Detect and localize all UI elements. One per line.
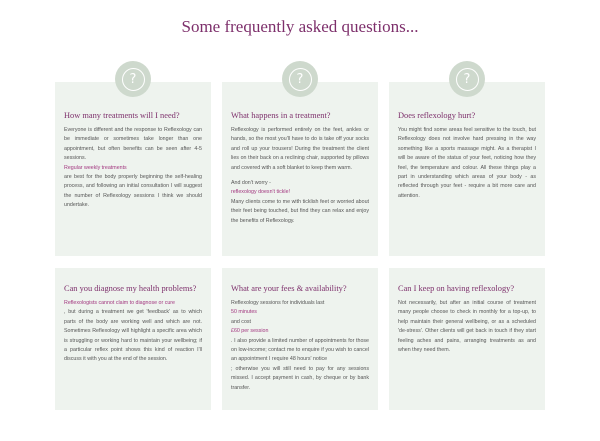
faq-card-diagnosis bbox=[55, 268, 211, 410]
faq-highlight: £60 per session bbox=[231, 328, 269, 335]
question-badge bbox=[449, 61, 485, 97]
faq-title: Can I keep on having reflexology? bbox=[398, 284, 515, 293]
faq-text: Many clients come to me with ticklish feet or worried about their feet being touched, but find they can relax and enjoy the benefits of Reflexology. bbox=[231, 198, 369, 224]
faq-card-ongoing bbox=[389, 268, 545, 410]
faq-text: Reflexology sessions for individuals last bbox=[231, 300, 325, 306]
faq-text: Everyone is different and the response to Reflexology can be immediate or sometimes take longer than one appointment, but often benefits can be seen after 4-5 sessions. bbox=[64, 127, 202, 162]
question-badge bbox=[115, 61, 151, 97]
faq-text: , but during a treatment we get 'feedback' as to which parts of the body are working well and which are not. Sometimes Reflexology will highlight a specific area which is struggling or working hard to maintain your wellbeing; if a particular reflex point shows this kind of reaction I'll discuss it with you at the end of the session. bbox=[64, 309, 202, 363]
faq-title: How many treatments will I need? bbox=[64, 111, 180, 120]
faq-text: And don't worry - bbox=[231, 180, 271, 187]
faq-highlight: reflexology doesn't tickle! bbox=[231, 189, 291, 196]
faq-text: You might find some areas feel sensitive to the touch, but Reflexology does not involve hard pressing in the way something like a sports massage might. As a therapist I will be aware of the status of your feet, noticing how they feel, the temperature and colour. All these things play a part in understanding which areas of your body - as reflected through your feet - require a bit more care and attention. bbox=[398, 127, 536, 199]
question-badge bbox=[282, 61, 318, 97]
faq-text: ; otherwise you will still need to pay for any sessions missed. I accept payment in cash, by cheque or by bank transfer. bbox=[231, 365, 369, 391]
faq-card-treatments-count bbox=[55, 82, 211, 256]
faq-text: Not necessarily, but after an initial course of treatment many people choose to check in monthly for a top-up, to help maintain their general wellbeing, or as a scheduled 'de-stress'. Other clients will get back in touch if they start feeling aches and pains, arranging treatments as and when they need them. bbox=[398, 300, 536, 354]
faq-text: Reflexology is performed entirely on the feet, ankles or hands, so the most you'll have to do is take off your socks and roll up your trousers! During the treatment the client lies on their back on a reclining chair, supported by pillows and covered with a soft blanket to keep them warm. bbox=[231, 127, 369, 171]
question-mark-icon: ? bbox=[456, 68, 479, 91]
faq-text: and cost bbox=[231, 318, 252, 325]
faq-text: . I also provide a limited number of appointments for those on low-income; contact me to enquire if you wish to cancel an appointment I require 48 hours' notice bbox=[231, 337, 369, 363]
faq-card-fees bbox=[222, 268, 378, 410]
faq-title: Can you diagnose my health problems? bbox=[64, 284, 197, 293]
faq-highlight: 50 minutes bbox=[231, 309, 257, 316]
faq-title: What are your fees & availability? bbox=[231, 284, 347, 293]
faq-text: are best for the body properly beginning the self-healing process, and following an initial consultation I will suggest the number of Reflexology sessions I think we should undertake. bbox=[64, 174, 202, 209]
faq-title: What happens in a treatment? bbox=[231, 111, 331, 120]
page-title: Some frequently asked questions... bbox=[181, 17, 419, 36]
faq-highlight: Reflexologists cannot claim to diagnose or cure bbox=[64, 300, 175, 306]
question-mark-icon: ? bbox=[289, 68, 312, 91]
faq-title: Does reflexology hurt? bbox=[398, 111, 476, 120]
faq-card-does-it-hurt bbox=[389, 82, 545, 256]
faq-card-treatment-process bbox=[222, 82, 378, 256]
faq-highlight: Regular weekly treatments bbox=[64, 164, 127, 171]
question-mark-icon: ? bbox=[122, 68, 145, 91]
